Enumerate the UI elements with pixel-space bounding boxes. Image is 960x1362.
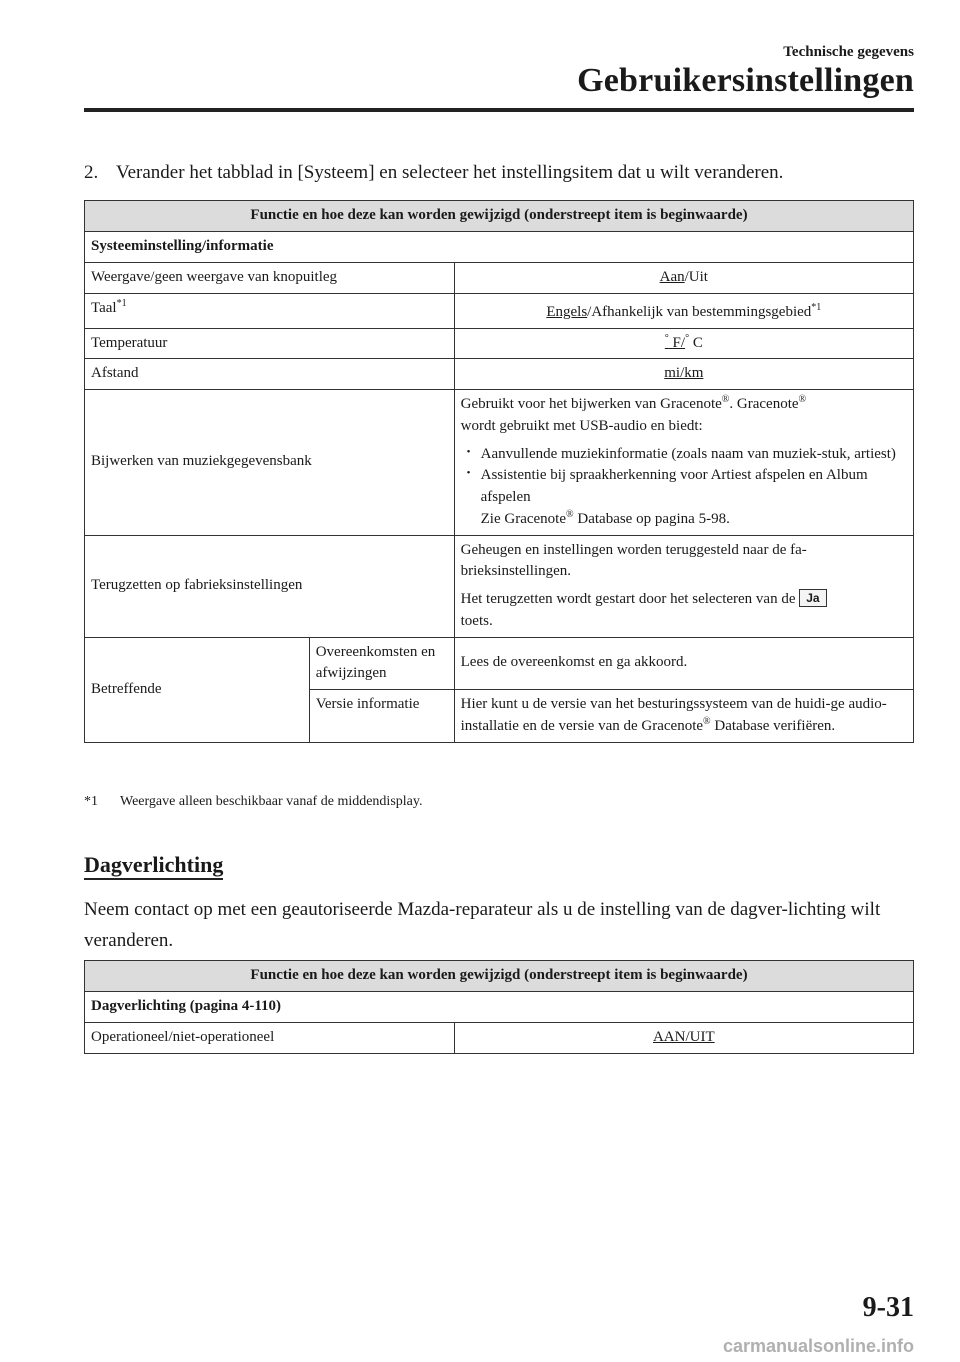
list-item: • Assistentie bij spraakherkenning voor Artiest afspelen en Album afspelen [461, 465, 907, 509]
footnote-text: Weergave alleen beschikbaar vanaf de middendisplay. [120, 794, 423, 809]
table-row [85, 535, 914, 637]
table-row [85, 293, 914, 328]
row-value: mi/km [454, 359, 913, 390]
header-rule [84, 108, 914, 112]
section-title: Dagverlichting [84, 852, 223, 880]
footnote-mark: *1 [84, 794, 98, 809]
row-value: ° F/° C [454, 328, 913, 359]
list-item: • Aanvullende muziekinformatie (zoals naam van muziek-stuk, artiest) [461, 444, 907, 466]
step-text: Verander het tabblad in [Systeem] en selecteer het instellingsitem dat u wilt veranderen. [116, 162, 784, 183]
feature-list [461, 444, 907, 509]
daylight-settings-table [84, 960, 914, 1054]
row-value: AAN/UIT [454, 1023, 913, 1054]
footnote [84, 794, 422, 810]
cross-reference: Zie Gracenote® Database op pagina 5-98. [480, 508, 730, 527]
row-sublabel: Overeenkomsten en afwijzingen [309, 637, 454, 690]
step-number: 2. [84, 162, 99, 183]
row-label: Taal$^{*1}$ [85, 293, 455, 328]
table-row [85, 390, 914, 536]
row-label: Operationeel/niet-operationeel [85, 1023, 455, 1054]
table-row [85, 263, 914, 294]
table-row [85, 1023, 914, 1054]
row-value: Geheugen en instellingen worden teruggesteld naar de fa-brieksinstellingen. Het terugzetten wordt gestart door het selecteren van de Ja toets. [454, 535, 913, 637]
table-row [85, 637, 914, 690]
row-value: Engels/Afhankelijk van bestemmingsgebied$^{*1}$ [454, 293, 913, 328]
system-settings-table [84, 200, 914, 743]
row-value: Lees de overeenkomst en ga akkoord. [454, 637, 913, 690]
ja-button-glyph: Ja [799, 589, 826, 607]
row-value: Aan/Uit [454, 263, 913, 294]
table-header: Functie en hoe deze kan worden gewijzigd (onderstreept item is beginwaarde) [85, 201, 914, 232]
row-label: Terugzetten op fabrieksinstellingen [85, 535, 455, 637]
table-row [85, 359, 914, 390]
row-value: Gebruikt voor het bijwerken van Gracenote®. Gracenote® wordt gebruikt met USB-audio en biedt: • Aanvullende muziekinformatie (zoals naam van muziek-stuk, artiest) • Assistentie bij spraakherkenning voor Artiest afspelen en Album afspelen Zie Gracenote® Database op pagina 5-98. [454, 390, 913, 536]
table-subheader: Dagverlichting (pagina 4-110) [85, 992, 914, 1023]
section-paragraph: Neem contact op met een geautoriseerde Mazda-reparateur als u de instelling van de dagver-lichting wilt veranderen. [84, 899, 881, 951]
page-title: Gebruikersinstellingen [577, 62, 914, 99]
table-subheader: Systeeminstelling/informatie [85, 232, 914, 263]
row-label: Bijwerken van muziekgegevensbank [85, 390, 455, 536]
row-label: Temperatuur [85, 328, 455, 359]
watermark: carmanualsonline.info [722, 1336, 914, 1356]
table-header: Functie en hoe deze kan worden gewijzigd (onderstreept item is beginwaarde) [85, 961, 914, 992]
page-number: 9-31 [862, 1292, 914, 1323]
row-sublabel: Versie informatie [309, 690, 454, 743]
row-label: Weergave/geen weergave van knopuitleg [85, 263, 455, 294]
row-label: Betreffende [85, 637, 310, 742]
step-instruction [84, 162, 924, 184]
table-row [85, 328, 914, 359]
row-label: Afstand [85, 359, 455, 390]
row-value: Hier kunt u de versie van het besturingssysteem van de huidi-ge audio-installatie en de versie van de Gracenote® Database verifiëren. [454, 690, 913, 743]
section-heading: Technische gegevens [783, 44, 914, 60]
